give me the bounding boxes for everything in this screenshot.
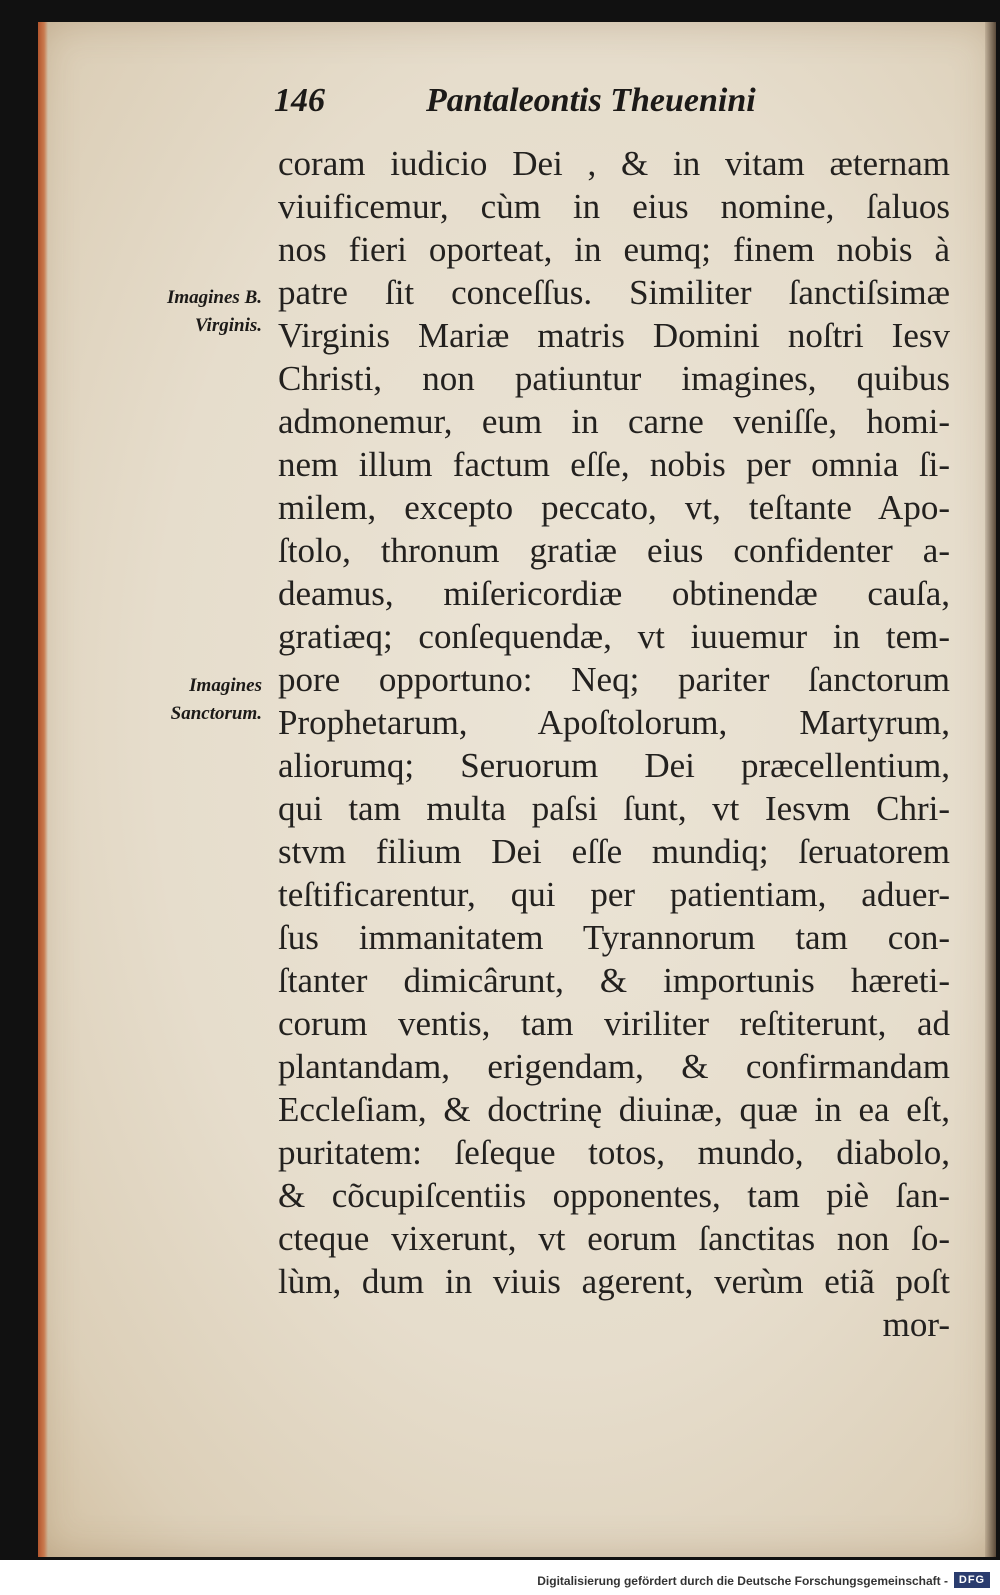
text-line: nos fieri oporteat, in eumq; finem nobis à: [278, 230, 950, 269]
text-line: Prophetarum, Apoſtolorum, Martyrum,: [278, 703, 950, 742]
margin-note-line: Imagines: [189, 675, 262, 696]
text-line: puritatem: ſeſeque totos, mundo, diabolo,: [278, 1133, 950, 1172]
text-line: plantandam, erigendam, & confirmandam: [278, 1047, 950, 1086]
text-line: ſus immanitatem Tyrannorum tam con-: [278, 918, 950, 957]
text-line: aliorumq; Seruorum Dei præcellentium,: [278, 746, 950, 785]
catchword: mor-: [882, 1305, 950, 1344]
text-line: qui tam multa paſsi ſunt, vt Iesvm Chri-: [278, 789, 950, 828]
text-line: & cõcupiſcentiis opponentes, tam piè ſan-: [278, 1176, 950, 1215]
text-line: cteque vixerunt, vt eorum ſanctitas non ſo-: [278, 1219, 950, 1258]
margin-note-line: Imagines B.: [166, 287, 262, 308]
text-line: Virginis Mariæ matris Domini noſtri Iesv: [278, 316, 950, 355]
text-line: gratiæq; conſequendæ, vt iuuemur in tem-: [278, 617, 950, 656]
dfg-logo: DFG: [954, 1572, 990, 1588]
text-line: pore opportuno: Neq; pariter ſanctorum: [278, 660, 950, 699]
page-number: 146: [274, 82, 325, 119]
margin-note-virginis: [112, 284, 262, 340]
text-line: viuificemur, cùm in eius nomine, ſaluos: [278, 187, 950, 226]
text-line: deamus, miſericordiæ obtinendæ cauſa,: [278, 574, 950, 613]
text-line: corum ventis, tam viriliter reſtiterunt, ad: [278, 1004, 950, 1043]
text-line: ſtanter dimicârunt, & importunis hæreti-: [278, 961, 950, 1000]
margin-note-line: Virginis.: [194, 315, 262, 336]
page-edge-left: [38, 22, 48, 1557]
footer-bar: [0, 1560, 1000, 1595]
text-line: nem illum factum eſſe, nobis per omnia ſi-: [278, 445, 950, 484]
body-text: [278, 142, 950, 1346]
margin-note-sanctorum: [112, 672, 262, 728]
text-line: stvm filium Dei eſſe mundiq; ſeruatorem: [278, 832, 950, 871]
running-title: Pantaleontis Theuenini: [426, 82, 756, 119]
text-line: Eccleſiam, & doctrinę diuinæ, quæ in ea eſt,: [278, 1090, 950, 1129]
text-line: admonemur, eum in carne veniſſe, homi-: [278, 402, 950, 441]
text-line: patre ſit conceſſus. Similiter ſanctiſsimæ: [278, 273, 950, 312]
margin-note-line: Sanctorum.: [170, 703, 262, 724]
running-head: [274, 82, 834, 130]
text-line: milem, excepto peccato, vt, teſtante Apo-: [278, 488, 950, 527]
funding-credit: Digitalisierung gefördert durch die Deutsche Forschungsgemeinschaft -: [537, 1574, 948, 1588]
text-line: Christi, non patiuntur imagines, quibus: [278, 359, 950, 398]
text-line: coram iudicio Dei , & in vitam æternam: [278, 144, 950, 183]
text-line: ſtolo, thronum gratiæ eius confidenter a-: [278, 531, 950, 570]
page-edge-right: [985, 22, 996, 1557]
text-line: teſtificarentur, qui per patientiam, aduer-: [278, 875, 950, 914]
text-line: lùm, dum in viuis agerent, verùm etiã poſt: [278, 1262, 950, 1301]
